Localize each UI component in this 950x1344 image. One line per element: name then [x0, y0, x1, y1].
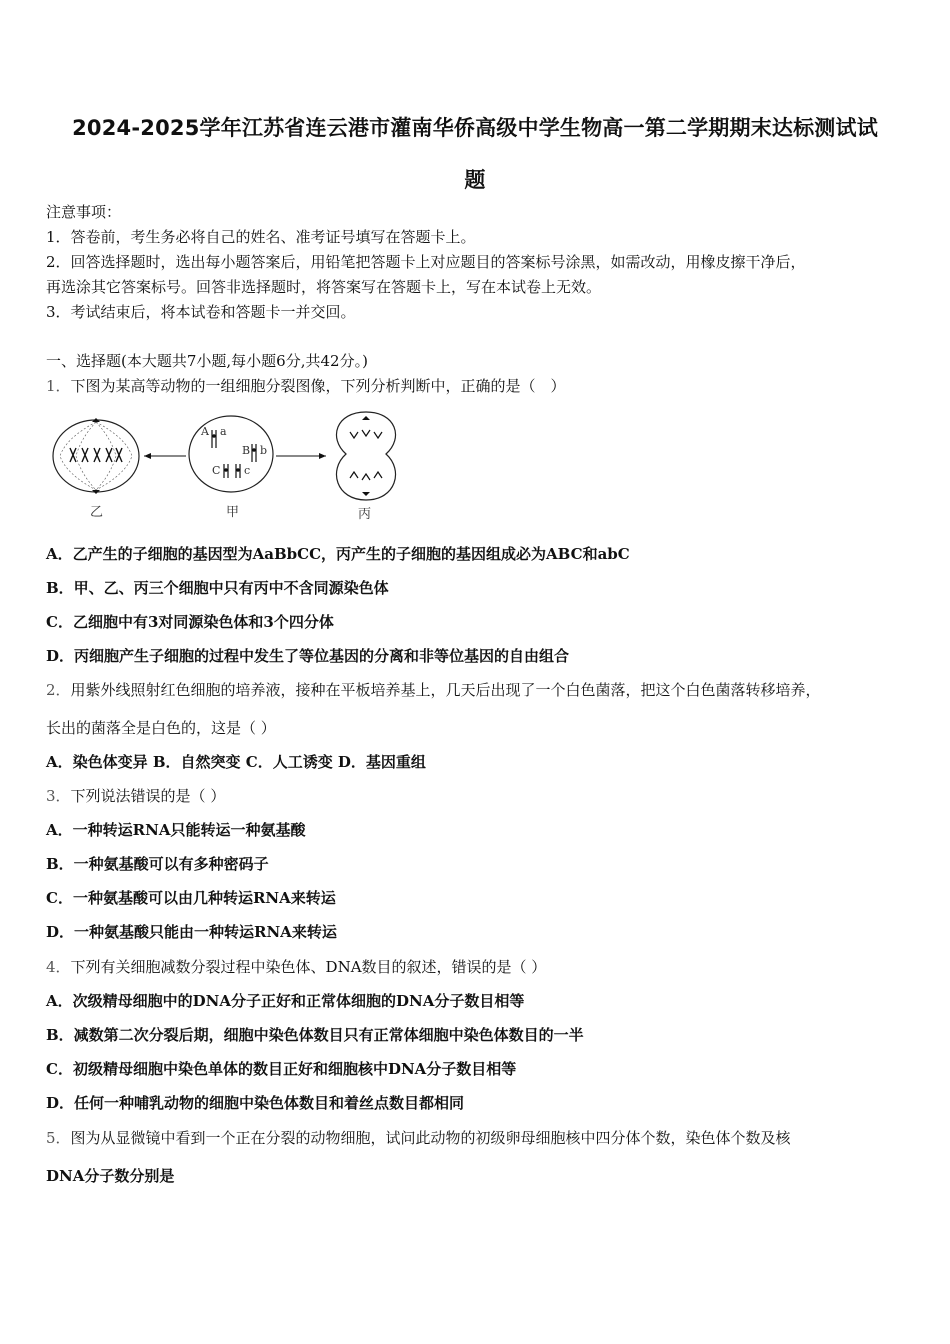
cell-division-figure	[46, 408, 406, 523]
q4-option-d: D．任何一种哺乳动物的细胞中染色体数目和着丝点数目都相同	[46, 1094, 465, 1112]
q4-option-c: C．初级精母细胞中染色单体的数目正好和细胞核中DNA分子数目相等	[46, 1060, 517, 1078]
gene-label-B: B	[242, 444, 251, 457]
q4-option-a: A．次级精母细胞中的DNA分子正好和正常体细胞的DNA分子数目相等	[46, 992, 525, 1010]
question-number: 5．	[46, 1129, 71, 1147]
question-4-stem	[46, 957, 546, 977]
figure-label-jia: 甲	[226, 505, 240, 520]
question-5-stem-cont: DNA分子数分别是	[46, 1167, 175, 1185]
q1-option-a: A．乙产生的子细胞的基因型为AaBbCC，丙产生的子细胞的基因组成必为ABC和abC	[46, 545, 630, 563]
question-text: 用紫外线照射红色细胞的培养液，接种在平板培养基上，几天后出现了一个白色菌落，把这个白色菌落转移培养，	[70, 681, 821, 699]
question-text: 下图为某高等动物的一组细胞分裂图像，下列分析判断中，正确的是（ ）	[70, 377, 566, 395]
q1-option-c: C．乙细胞中有3对同源染色体和3个四分体	[46, 613, 334, 631]
notice-item: 2．回答选择题时，选出每小题答案后，用铅笔把答题卡上对应题目的答案标号涂黑，如需改动，用橡皮擦干净后，	[46, 253, 806, 271]
gene-label-A: A	[201, 425, 209, 438]
section-heading: 一、选择题(本大题共7小题,每小题6分,共42分。)	[46, 352, 368, 370]
exam-title-line2: 题	[464, 168, 486, 192]
cell-jia	[189, 416, 273, 492]
exam-title-line1: 2024-2025学年江苏省连云港市灌南华侨高级中学生物高一第二学期期末达标测试试	[72, 116, 878, 140]
question-number: 3．	[46, 787, 71, 805]
notice-heading: 注意事项：	[46, 203, 122, 221]
notice-item: 再选涂其它答案标号。回答非选择题时，将答案写在答题卡上，写在本试卷上无效。	[46, 278, 602, 296]
figure-label-bing: 丙	[358, 507, 372, 522]
notice-item: 3．考试结束后，将本试卷和答题卡一并交回。	[46, 303, 356, 321]
question-2-stem	[46, 680, 821, 700]
q4-option-b: B．减数第二次分裂后期，细胞中染色体数目只有正常体细胞中染色体数目的一半	[46, 1026, 584, 1044]
question-number: 1．	[46, 377, 71, 395]
q3-option-c: C．一种氨基酸可以由几种转运RNA来转运	[46, 889, 336, 907]
question-text: 下列有关细胞减数分裂过程中染色体、DNA数目的叙述，错误的是（ ）	[70, 958, 547, 976]
gene-label-a: a	[220, 425, 227, 438]
question-1-stem	[46, 376, 566, 396]
question-number: 4．	[46, 958, 71, 976]
arrow-left	[144, 453, 186, 459]
q1-option-b: B．甲、乙、丙三个细胞中只有丙中不含同源染色体	[46, 579, 389, 597]
figure-label-yi: 乙	[90, 505, 104, 520]
question-text: 下列说法错误的是（ ）	[70, 787, 226, 805]
cell-bing	[336, 412, 395, 500]
q3-option-d: D．一种氨基酸只能由一种转运RNA来转运	[46, 923, 337, 941]
gene-label-c: c	[244, 464, 251, 477]
q1-option-d: D．丙细胞产生子细胞的过程中发生了等位基因的分离和非等位基因的自由组合	[46, 647, 570, 665]
question-2-stem-cont: 长出的菌落全是白色的，这是（ ）	[46, 719, 276, 737]
question-text: 图为从显微镜中看到一个正在分裂的动物细胞，试问此动物的初级卵母细胞核中四分体个数，染色体个数及核	[70, 1129, 791, 1147]
gene-label-b: b	[260, 444, 268, 457]
q2-options: A．染色体变异 B．自然突变 C．人工诱变 D．基因重组	[46, 753, 426, 771]
arrow-right	[276, 453, 326, 459]
notice-item: 1．答卷前，考生务必将自己的姓名、准考证号填写在答题卡上。	[46, 228, 476, 246]
question-5-stem	[46, 1128, 791, 1148]
question-3-stem	[46, 786, 225, 806]
q3-option-b: B．一种氨基酸可以有多种密码子	[46, 855, 269, 873]
gene-label-C: C	[212, 464, 221, 477]
q3-option-a: A．一种转运RNA只能转运一种氨基酸	[46, 821, 306, 839]
question-number: 2．	[46, 681, 71, 699]
cell-yi	[53, 418, 139, 494]
